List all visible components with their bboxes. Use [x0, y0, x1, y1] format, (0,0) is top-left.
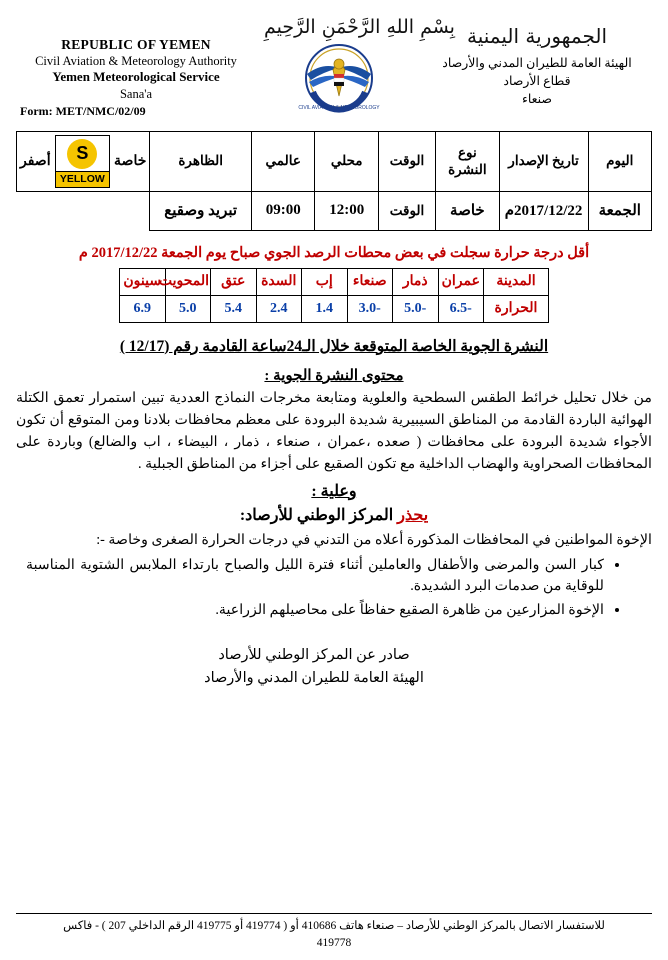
temp-city-0: عمران — [438, 268, 484, 295]
temp-value-1: -5.0 — [393, 295, 439, 322]
header-day: اليوم — [588, 132, 652, 192]
header-english-block — [16, 16, 256, 119]
warning-symbol-text: S — [76, 143, 89, 164]
temp-value-2: -3.0 — [347, 295, 393, 322]
temp-city-3: إب — [302, 268, 348, 295]
temp-city-2: صنعاء — [347, 268, 393, 295]
temp-city-4: السدة — [256, 268, 302, 295]
warning-authority: المركز الوطني للأرصاد: — [239, 506, 394, 524]
value-bulletin-type: خاصة — [436, 191, 500, 230]
warning-level-en: YELLOW — [56, 171, 109, 187]
document-footer — [16, 913, 652, 953]
header-line-republic: REPUBLIC OF YEMEN — [61, 37, 211, 52]
temperature-table — [119, 268, 549, 323]
warning-bullet-list — [26, 555, 622, 622]
list-item: • كبار السن والمرضى والأطفال والعاملين أثناء فترة الليل والصباح بارتداء الملابس الشتوية المناسبة للوقاية من صدمات البرد الشديدة. — [26, 555, 604, 598]
value-time-label: الوقت — [378, 191, 435, 230]
header-issue-date: تاريخ الإصدار — [499, 132, 588, 192]
temp-value-4: 2.4 — [256, 295, 302, 322]
signature-line-2: الهيئة العامة للطيران المدني والأرصاد — [204, 669, 424, 686]
header-center-block — [264, 16, 455, 116]
footer-contact-line-2: 419778 — [316, 936, 352, 949]
table-row-values — [17, 191, 652, 230]
signature-block — [16, 644, 612, 690]
warning-level-ar: أصفر — [20, 153, 51, 169]
warning-level-cell — [17, 132, 150, 192]
value-local-time: 12:00 — [315, 191, 379, 230]
temp-city-1: ذمار — [393, 268, 439, 295]
header-line-authority: Civil Aviation & Meteorology Authority — [35, 54, 237, 69]
temp-value-5: 5.4 — [211, 295, 257, 322]
table-row-city — [120, 268, 549, 295]
page-title: النشرة الجوية الخاصة المتوقعة خلال الـ24ساعة القادمة رقم (12/17 ) — [119, 337, 549, 355]
footer-divider — [16, 913, 652, 914]
authority-logo-icon — [293, 40, 385, 116]
document-header — [16, 16, 652, 119]
header-line-service: Yemen Meteorological Service — [52, 69, 220, 85]
warning-symbol-icon — [67, 139, 97, 169]
header-arabic-block — [422, 16, 652, 108]
temp-value-6: 5.0 — [165, 295, 211, 322]
list-item: • الإخوة المزارعين من ظاهرة الصقيع حفاظاً على محاصيلهم الزراعية. — [26, 600, 604, 621]
temp-value-0: -6.5 — [438, 295, 484, 322]
warning-heading — [16, 505, 652, 525]
header-ar-sector: قطاع الأرصاد — [503, 74, 571, 89]
header-line-city: Sana'a — [119, 86, 153, 101]
header-phenomenon: الظاهرة — [150, 132, 252, 192]
temp-value-7: 6.9 — [120, 295, 166, 322]
temp-city-7: سينون — [120, 268, 166, 295]
header-line-form: Form: MET/NMC/02/09 — [20, 103, 146, 118]
table-row-headers — [17, 132, 652, 192]
temp-row-header-value: الحرارة — [484, 295, 549, 322]
temp-city-6: المحويت — [165, 268, 211, 295]
value-phenomenon: تبريد وصقيع — [150, 191, 252, 230]
temp-row-header-city: المدينة — [484, 268, 549, 295]
warning-verb: يحذر — [397, 506, 429, 524]
header-ar-republic: الجمهورية اليمنية — [466, 24, 608, 48]
warning-special-label: خاصة — [114, 153, 147, 169]
header-bulletin-type: نوع النشرة — [436, 132, 500, 192]
content-heading: محتوى النشرة الجوية : — [264, 367, 404, 384]
header-local: محلي — [315, 132, 379, 192]
header-ar-authority: الهيئة العامة للطيران المدني والأرصاد — [442, 56, 632, 70]
footer-contact-line-1: للاستفسار الاتصال بالمركز الوطني للأرصاد – صنعاء هاتف 410686 أو ( 419774 أو 419775 الرقم الداخلي 207 ) - فاكس — [63, 919, 605, 932]
value-day: الجمعة — [588, 191, 652, 230]
warning-badge — [55, 135, 110, 188]
header-time: الوقت — [378, 132, 435, 192]
bulletin-summary-table — [16, 131, 652, 231]
content-paragraph: من خلال تحليل خرائط الطقس السطحية والعلوية ومتابعة مخرجات النماذج العددية تبين استمرار تعمق الكتلة الهوائية الباردة القادمة من المناطق السيبيرية شديدة البرودة على معظم محافظات بلادنا ومن المتوقع أن تكون الأجواء شديدة البرودة على محافظات ( صعده ،عمران ، صنعاء ، ذمار ، البيضاء ، اب والضالع) وباردة على المحافظات الصحراوية والهضاب الداخلية مع تكون الصقيع على أجزاء من المناطق الجبلية . — [16, 389, 652, 472]
header-ar-city: صنعاء — [521, 92, 553, 107]
value-utc-time: 09:00 — [251, 191, 315, 230]
temperature-title: أقل درجة حرارة سجلت في بعض محطات الرصد الجوي صباح يوم الجمعة 2017/12/22 م — [78, 244, 590, 261]
value-issue-date: 2017/12/22م — [499, 191, 588, 230]
temp-value-3: 1.4 — [302, 295, 348, 322]
temp-city-5: عتق — [211, 268, 257, 295]
warning-intro: الإخوة المواطنين في المحافظات المذكورة أعلاه من التدني في درجات الحرارة الصغرى وخاصة -: — [96, 531, 652, 548]
signature-line-1: صادر عن المركز الوطني للأرصاد — [218, 646, 410, 663]
header-utc: عالمي — [251, 132, 315, 192]
svg-text:CIVIL AVIATION & METEOROLOGY: CIVIL AVIATION & METEOROLOGY — [298, 105, 380, 111]
wa-alayh-heading: وعلية : — [311, 482, 357, 500]
basmala-text: بِسْمِ اللهِ الرَّحْمَنِ الرَّحِيمِ — [264, 16, 455, 38]
table-row-temperature — [120, 295, 549, 322]
